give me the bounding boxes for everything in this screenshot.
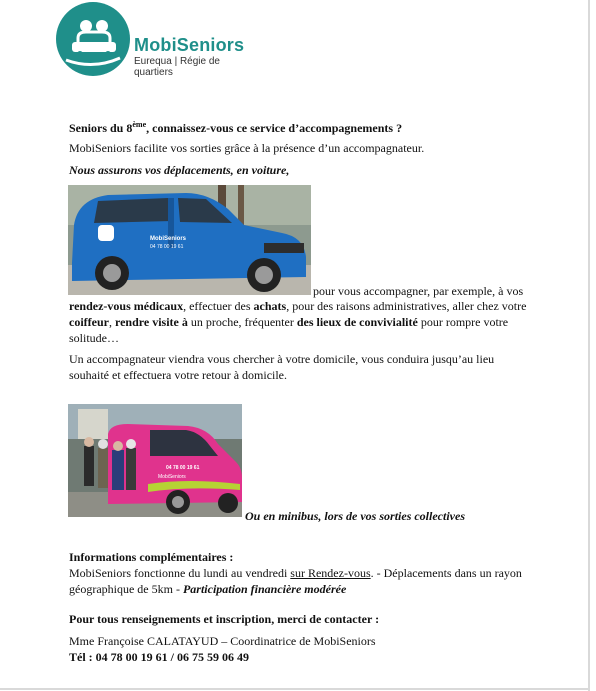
logo-emblem — [56, 2, 130, 76]
heading-text-end: , connaissez-vous ce service d’accompagnements ? — [146, 121, 403, 135]
contact-title: Pour tous renseignements et inscription, merci de contacter : — [69, 612, 380, 626]
car-door-phone: 04 78 00 19 61 — [150, 244, 184, 250]
car-door-text: MobiSeniors — [150, 236, 187, 242]
info-line2: géographique de 5km - Participation financière modérée — [69, 582, 347, 596]
para1-line1: pour vous accompagner, par exemple, à vos — [313, 284, 524, 298]
para1-line3: coiffeur, rendre visite à un proche, fréquenter des lieux de convivialité pour rompre votre — [69, 315, 509, 329]
minibus-phone: 04 78 00 19 61 — [166, 465, 200, 471]
car-people-icon — [56, 2, 130, 76]
para1-line4: solitude… — [69, 331, 119, 345]
blue-car-illustration — [68, 185, 311, 295]
page-heading — [69, 117, 402, 136]
info-line1: MobiSeniors fonctionne du lundi au vendredi sur Rendez-vous. - Déplacements dans un rayon — [69, 566, 522, 580]
page-border-right — [588, 0, 590, 691]
contact-phone: Tél : 04 78 00 19 61 / 06 75 59 06 49 — [69, 650, 249, 664]
minibus-caption: Ou en minibus, lors de vos sorties collectives — [245, 509, 465, 523]
logo-title: MobiSeniors — [134, 35, 245, 55]
intro-text: MobiSeniors facilite vos sorties grâce à la présence d’un accompagnateur. — [69, 141, 425, 155]
info-title: Informations complémentaires : — [69, 550, 234, 564]
mobiseniors-logo — [56, 2, 256, 78]
para2-line2: souhaité et effectuera votre retour à domicile. — [69, 368, 288, 382]
heading-superscript: ème — [132, 120, 147, 129]
heading-text: Seniors du 8 — [69, 121, 133, 135]
para1-line2: rendez-vous médicaux, effectuer des achats, pour des raisons administratives, aller chez votre — [69, 299, 527, 313]
pink-minibus-illustration — [68, 404, 242, 517]
para2-line1: Un accompagnateur viendra vous chercher à votre domicile, vous conduira jusqu’au lieu — [69, 352, 495, 366]
page-border-bottom — [0, 688, 590, 690]
contact-person: Mme Françoise CALATAYUD – Coordinatrice de MobiSeniors — [69, 634, 376, 648]
car-photo — [68, 185, 311, 295]
logo-subtitle: Eurequa | Régie de quartiers — [134, 56, 220, 78]
minibus-photo — [68, 404, 242, 517]
minibus-side-text: MobiSeniors — [158, 474, 186, 480]
car-caption: Nous assurons vos déplacements, en voiture, — [69, 163, 290, 177]
